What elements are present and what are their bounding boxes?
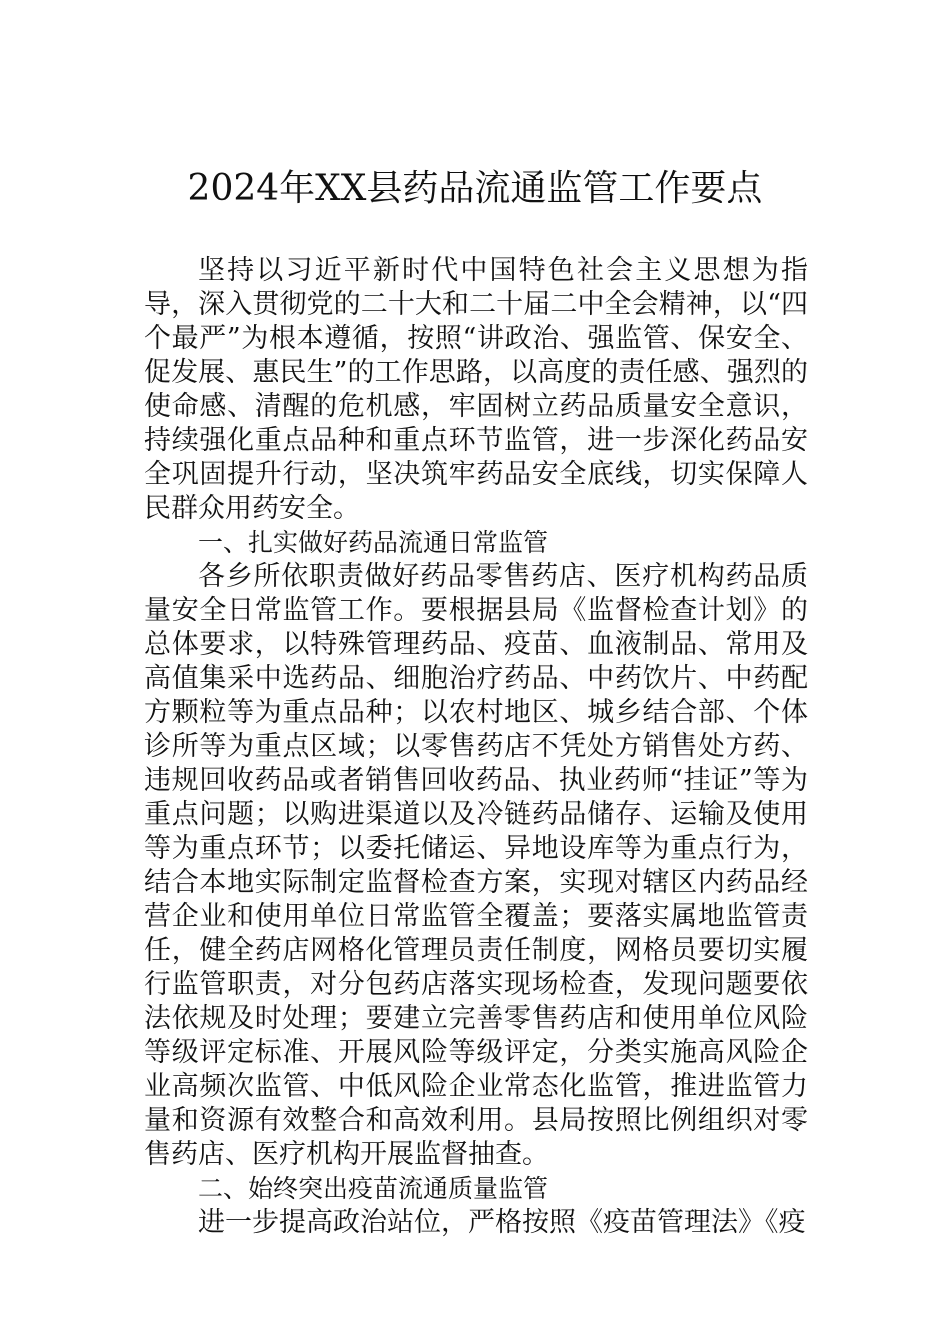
section-1-paragraph: 各乡所依职责做好药品零售药店、医疗机构药品质量安全日常监管工作。要根据县局《监督检查计划》的总体要求，以特殊管理药品、疫苗、血液制品、常用及高值集采中选药品、细胞治疗药品、中药饮片、中药配方颗粒等为重点品种；以农村地区、城乡结合部、个体诊所等为重点区域；以零售药店不凭处方销售处方药、违规回收药品或者销售回收药品、执业药师“挂证”等为重点问题；以购进渠道以及冷链药品储存、运输及使用等为重点环节；以委托储运、异地设库等为重点行为，结合本地实际制定监督检查方案，实现对辖区内药品经营企业和使用单位日常监管全覆盖；要落实属地监管责任，健全药店网格化管理员责任制度，网格员要切实履行监管职责，对分包药店落实现场检查，发现问题要依法依规及时处理；要建立完善零售药店和使用单位风险等级评定标准、开展风险等级评定，分类实施高风险企业高频次监管、中低风险企业常态化监管，推进监管力量和资源有效整合和高效利用。县局按照比例组织对零售药店、医疗机构开展监督抽查。 bbox=[144, 561, 808, 1170]
document-title: 2024年XX县药品流通监管工作要点 bbox=[187, 168, 763, 209]
intro-paragraph: 坚持以习近平新时代中国特色社会主义思想为指导，深入贯彻党的二十大和二十届二中全会精神，以“四个最严”为根本遵循，按照“讲政治、强监管、保安全、促发展、惠民生”的工作思路，以高度的责任感、强烈的使命感、清醒的危机感，牢固树立药品质量安全意识，持续强化重点品种和重点环节监管，进一步深化药品安全巩固提升行动，坚决筑牢药品安全底线，切实保障人民群众用药安全。 bbox=[144, 255, 808, 524]
section-heading-1: 一、扎实做好药品流通日常监管 bbox=[198, 528, 549, 557]
document-body bbox=[144, 254, 808, 1240]
section-heading-2: 二、始终突出疫苗流通质量监管 bbox=[198, 1174, 549, 1203]
section-2-paragraph: 进一步提高政治站位，严格按照《疫苗管理法》《疫 bbox=[198, 1207, 806, 1238]
